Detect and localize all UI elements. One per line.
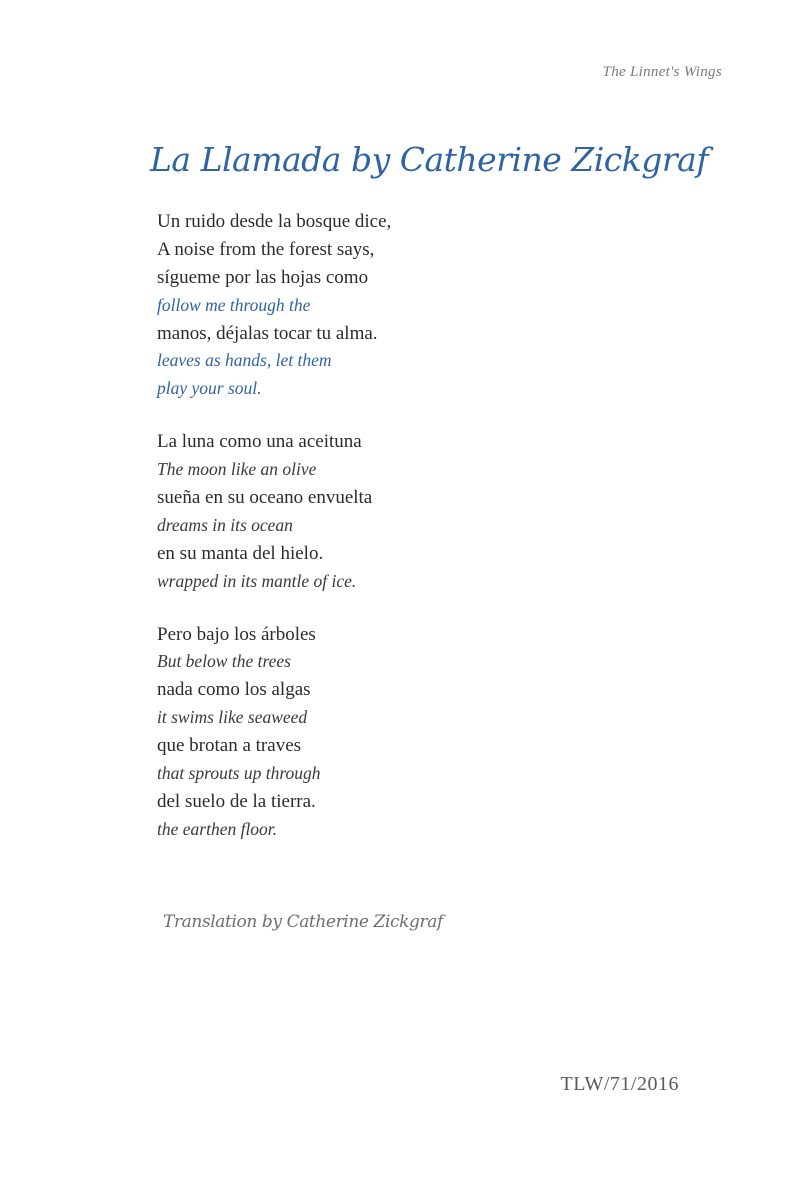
poem-line-english: But below the trees: [157, 651, 291, 672]
poem-title: La Llamada by Catherine Zickgraf: [150, 140, 709, 179]
poem-line-spanish: sígueme por las hojas como: [157, 266, 369, 288]
stanza-2: [157, 428, 577, 595]
poem-line-spanish: La luna como una aceituna: [157, 431, 362, 453]
running-header: The Linnet's Wings: [602, 64, 722, 80]
poem-line-spanish: manos, déjalas tocar tu alma.: [157, 322, 378, 344]
poem-line-english: wrapped in its mantle of ice.: [157, 570, 357, 591]
poem-line-spanish: que brotan a traves: [157, 735, 302, 757]
poem-line-english: that sprouts up through: [157, 763, 321, 784]
poem-line-english: dreams in its ocean: [157, 514, 293, 535]
poem-line-english: play your soul.: [157, 378, 262, 399]
poem-line-english: A noise from the forest says,: [157, 238, 375, 260]
poem-line-english: The moon like an olive: [157, 459, 317, 480]
poem-line-english: follow me through the: [157, 294, 311, 315]
poem-line-spanish: en su manta del hielo.: [157, 542, 324, 564]
stanza-3: [157, 621, 577, 844]
poem-body: [157, 208, 577, 869]
poem-line-spanish: Pero bajo los árboles: [157, 623, 316, 645]
issue-code: TLW/71/2016: [560, 1073, 679, 1095]
poem-line-english: the earthen floor.: [157, 818, 278, 839]
stanza-1: [157, 208, 577, 403]
poem-line-spanish: del suelo de la tierra.: [157, 790, 316, 812]
translation-credit: Translation by Catherine Zickgraf: [163, 912, 443, 932]
poem-line-spanish: Un ruido desde la bosque dice,: [157, 211, 392, 232]
poem-line-spanish: sueña en su oceano envuelta: [157, 487, 373, 509]
poem-line-spanish: nada como los algas: [157, 679, 311, 701]
poem-line-english: it swims like seaweed: [157, 707, 308, 728]
poem-line-english: leaves as hands, let them: [157, 350, 332, 371]
